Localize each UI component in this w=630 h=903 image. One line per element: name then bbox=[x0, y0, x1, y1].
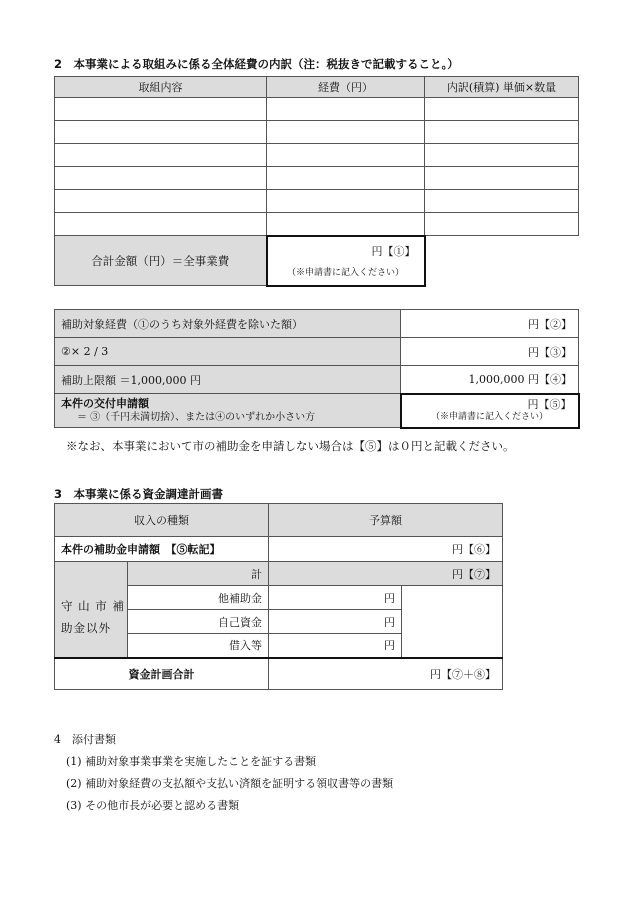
col-header-content: 取組内容 bbox=[55, 77, 267, 98]
breakdown-cell[interactable] bbox=[425, 167, 579, 190]
eligible-cost-label: 補助対象経費（①のうち対象外経費を除いた額） bbox=[55, 310, 401, 338]
grant-request-cell[interactable] bbox=[401, 394, 579, 428]
cost-cell[interactable] bbox=[267, 144, 425, 167]
funding-total-label: 資金計画合計 bbox=[55, 658, 269, 690]
breakdown-cell[interactable] bbox=[425, 121, 579, 144]
section3-heading: 3 本事業に係る資金調達計画書 bbox=[54, 487, 223, 501]
attachment-item-1: (1) 補助対象事業事業を実施したことを証する書類 bbox=[66, 755, 317, 768]
own-funds-label: 自己資金 bbox=[128, 610, 269, 634]
cap-value: 1,000,000 円【④】 bbox=[401, 366, 579, 394]
col-header-budget: 予算額 bbox=[269, 504, 503, 537]
funding-total-value[interactable]: 円【⑦＋⑧】 bbox=[269, 658, 503, 690]
breakdown-cell[interactable] bbox=[425, 213, 579, 236]
col-header-kind: 収入の種類 bbox=[55, 504, 269, 537]
total-amount-value: 円【①】 bbox=[371, 245, 416, 258]
col-header-cost: 経費（円） bbox=[267, 77, 425, 98]
other-funds-label-1: 守 山 市 補 bbox=[61, 599, 125, 613]
grant-request-note: （※申請書に記入ください） bbox=[430, 411, 548, 422]
eligible-cost-value[interactable]: 円【②】 bbox=[401, 310, 579, 338]
cost-cell[interactable] bbox=[267, 213, 425, 236]
empty-cell bbox=[425, 236, 579, 286]
total-amount-note: （※申請書に記入ください） bbox=[286, 268, 404, 278]
grant-request-label-cell bbox=[55, 394, 401, 428]
subsidy-calc-table bbox=[54, 309, 580, 429]
no-subsidy-note: ※なお、本事業において市の補助金を申請しない場合は【⑤】は０円と記載ください。 bbox=[66, 439, 515, 453]
subtotal-value: 円【⑦】 bbox=[269, 562, 503, 586]
breakdown-cell[interactable] bbox=[425, 98, 579, 121]
blank-cell bbox=[402, 586, 503, 658]
two-thirds-label: ②× 2 / 3 bbox=[55, 338, 401, 366]
cost-cell[interactable] bbox=[267, 98, 425, 121]
total-label: 合計金額（円）＝全事業費 bbox=[55, 236, 267, 286]
attachment-item-2: (2) 補助対象経費の支払額や支払い済額を証明する領収書等の書類 bbox=[66, 777, 394, 790]
funding-plan-table bbox=[54, 503, 503, 690]
grant-transfer-label: 本件の補助金申請額 【⑤転記】 bbox=[55, 537, 269, 562]
content-cell[interactable] bbox=[55, 190, 267, 213]
two-thirds-value[interactable]: 円【③】 bbox=[401, 338, 579, 366]
own-funds-value[interactable]: 円 bbox=[269, 610, 402, 634]
content-cell[interactable] bbox=[55, 213, 267, 236]
cost-cell[interactable] bbox=[267, 121, 425, 144]
grant-request-label: 本件の交付申請額 bbox=[61, 396, 149, 410]
other-subsidy-value[interactable]: 円 bbox=[269, 586, 402, 610]
breakdown-cell[interactable] bbox=[425, 190, 579, 213]
content-cell[interactable] bbox=[55, 167, 267, 190]
cap-label: 補助上限額 ＝1,000,000 円 bbox=[55, 366, 401, 394]
section2-heading: 2 本事業による取組みに係る全体経費の内訳（注：税抜きで記載すること。） bbox=[54, 57, 459, 71]
cost-cell[interactable] bbox=[267, 167, 425, 190]
grant-transfer-value[interactable]: 円【⑥】 bbox=[269, 537, 503, 562]
subtotal-label: 計 bbox=[128, 562, 269, 586]
content-cell[interactable] bbox=[55, 121, 267, 144]
grant-request-sub: ＝ ③（千円未満切捨）、または④のいずれか小さい方 bbox=[77, 411, 316, 423]
breakdown-cell[interactable] bbox=[425, 144, 579, 167]
total-amount-cell[interactable] bbox=[267, 236, 425, 286]
other-subsidy-label: 他補助金 bbox=[128, 586, 269, 610]
other-funds-label-cell bbox=[55, 562, 128, 658]
content-cell[interactable] bbox=[55, 98, 267, 121]
other-funds-label-2: 助金以外 bbox=[61, 621, 111, 635]
attachment-item-3: (3) その他市長が必要と認める書類 bbox=[66, 799, 240, 812]
grant-request-value: 円【⑤】 bbox=[527, 397, 572, 411]
loan-value[interactable]: 円 bbox=[269, 634, 402, 658]
content-cell[interactable] bbox=[55, 144, 267, 167]
expense-breakdown-table bbox=[54, 76, 579, 287]
cost-cell[interactable] bbox=[267, 190, 425, 213]
col-header-breakdown: 内訳(積算) 単価×数量 bbox=[425, 77, 579, 98]
loan-label: 借入等 bbox=[128, 634, 269, 658]
section4-heading: 4 添付書類 bbox=[54, 733, 116, 746]
